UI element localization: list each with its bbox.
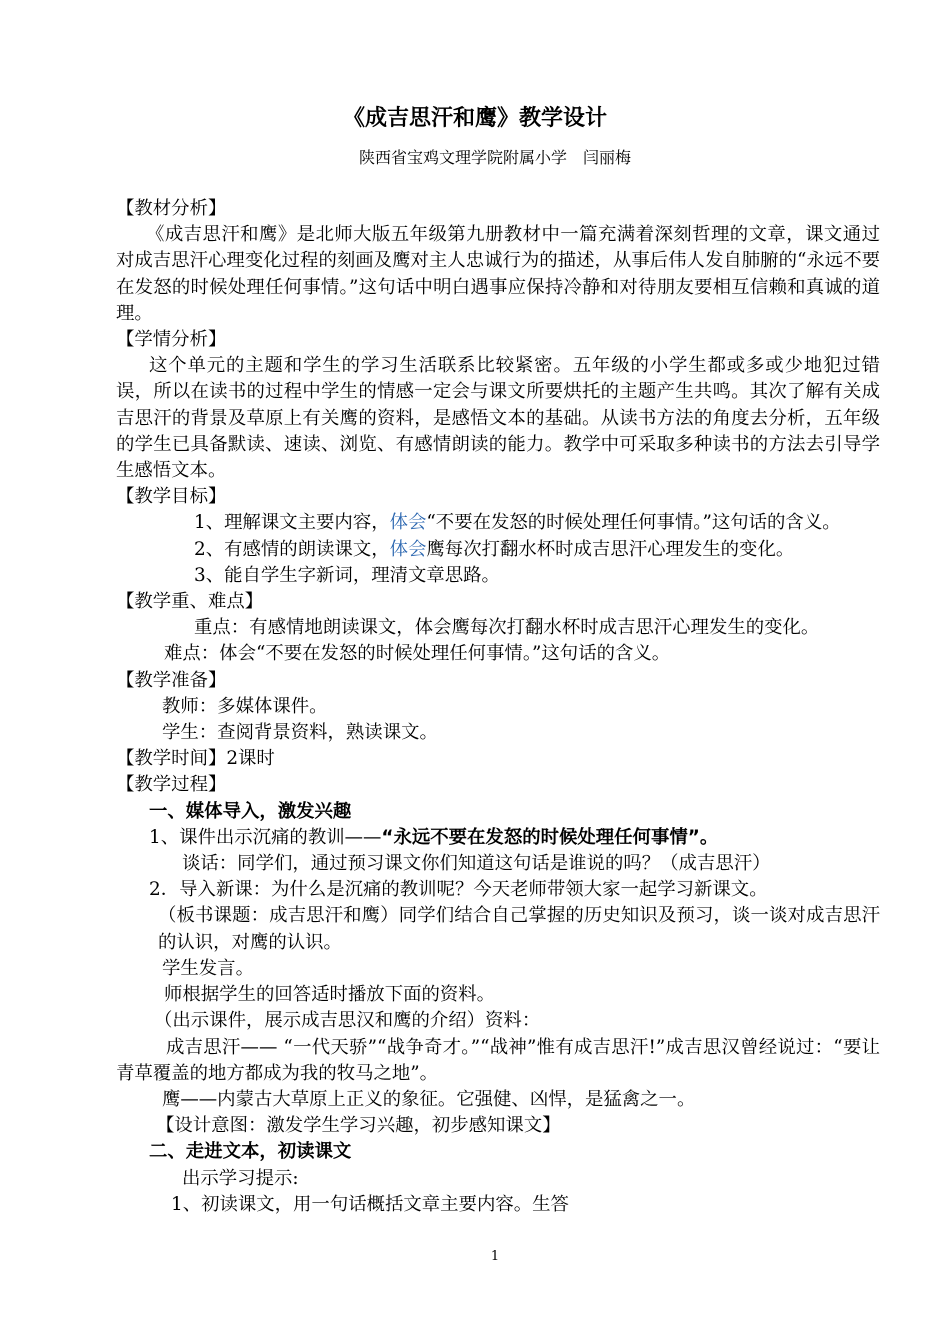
section-heading: 【教材分析】: [116, 198, 227, 219]
paragraph: （出示课件，展示成吉思汉和鹰的介绍）资料：: [154, 1010, 541, 1032]
section-heading: 【教学重、难点】: [116, 591, 264, 613]
paragraph: 教师：多媒体课件。: [162, 695, 328, 717]
section-heading: 【学情分析】: [116, 329, 227, 351]
subsection-heading: 二、走进文本，初读课文: [149, 1141, 352, 1163]
paragraph: 这个单元的主题和学生的学习生活联系比较紧密。五年级的小学生都或多或少地犯过错误，所以在读书的过程中学生的情感一定会与课文所要烘托的主题产生共鸣。其次了解有关成吉思汗的背景及草原上有关鹰的资料，是感悟文本的基础。从读书方法的角度去分析，五年级的学生已具备默读、速读、浏览、有感情朗读的能力。教学中可采取多种读书的方法去引导学生感悟文本。: [116, 355, 880, 482]
paragraph: 师根据学生的回答适时播放下面的资料。: [164, 984, 496, 1006]
quote-text: “永远不要在发怒的时候处理任何事情”。: [381, 826, 719, 848]
paragraph: 重点：有感情地朗读课文，体会鹰每次打翻水杯时成吉思汗心理发生的变化。: [194, 617, 820, 639]
subsection-heading: 一、媒体导入，激发兴趣: [149, 800, 352, 822]
paragraph: 学生：查阅背景资料，熟读课文。: [162, 722, 438, 744]
paragraph: 《成吉思汗和鹰》是北师大版五年级第九册教材中一篇充满着深刻哲理的文章，课文通过对成吉思汗心理变化过程的刻画及鹰对主人忠诚行为的描述，从事后伟人发自肺腑的“永远不要在发怒的时候处理任何事情。”这句话中明白遇事应保持冷静和对待朋友要相互信赖和真诚的道理。: [116, 224, 880, 324]
paragraph: 1、初读课文，用一句话概括文章主要内容。生答: [171, 1193, 569, 1215]
section-heading: 【教学时间】2课时: [116, 748, 275, 770]
paragraph: 2．导入新课：为什么是沉痛的教训呢？今天老师带领大家一起学习新课文。: [149, 879, 768, 901]
section-heading: 【教学过程】: [116, 774, 227, 796]
paragraph: 谈话：同学们，通过预习课文你们知道这句话是谁说的吗？（成吉思汗）: [182, 853, 771, 875]
highlight-text: 体会: [389, 512, 427, 534]
section-heading: 【教学准备】: [116, 669, 227, 691]
paragraph: 难点：体会“不要在发怒的时候处理任何事情。”这句话的含义。: [164, 643, 671, 665]
highlight-text: 体会: [389, 538, 427, 560]
section-heading: 【教学目标】: [116, 486, 227, 508]
document-author: 陕西省宝鸡文理学院附属小学 闫丽梅: [358, 148, 631, 167]
page-number: 1: [490, 1249, 500, 1264]
paragraph: 成吉思汗—— “一代天骄”“战争奇才。”“战神”惟有成吉思汗!”成吉思汉曾经说过：“要让青草覆盖的地方都成为我的牧马之地”。: [116, 1036, 880, 1084]
goal-item: 2、有感情的朗读课文，体会鹰每次打翻水杯时成吉思汗心理发生的变化。: [194, 538, 795, 560]
paragraph: 【设计意图：激发学生学习兴趣，初步感知课文】: [156, 1115, 561, 1137]
document-body: [116, 196, 880, 1218]
document-title: 《成吉思汗和鹰》教学设计: [342, 106, 607, 131]
goal-item: 1、理解课文主要内容，体会“不要在发怒的时候处理任何事情。”这句话的含义。: [194, 512, 841, 534]
paragraph: 学生发言。: [162, 957, 254, 979]
paragraph: 出示学习提示:: [182, 1167, 299, 1189]
paragraph: 1、课件出示沉痛的教训——“永远不要在发怒的时候处理任何事情”。: [149, 826, 719, 848]
paragraph: 鹰——内蒙古大草原上正义的象征。它强健、凶悍，是猛禽之一。: [162, 1088, 696, 1110]
paragraph: （板书课题：成吉思汗和鹰）同学们结合自己掌握的历史知识及预习，谈一谈对成吉思汗的认识，对鹰的认识。: [158, 905, 880, 953]
goal-item: 3、能自学生字新词，理清文章思路。: [194, 564, 500, 586]
